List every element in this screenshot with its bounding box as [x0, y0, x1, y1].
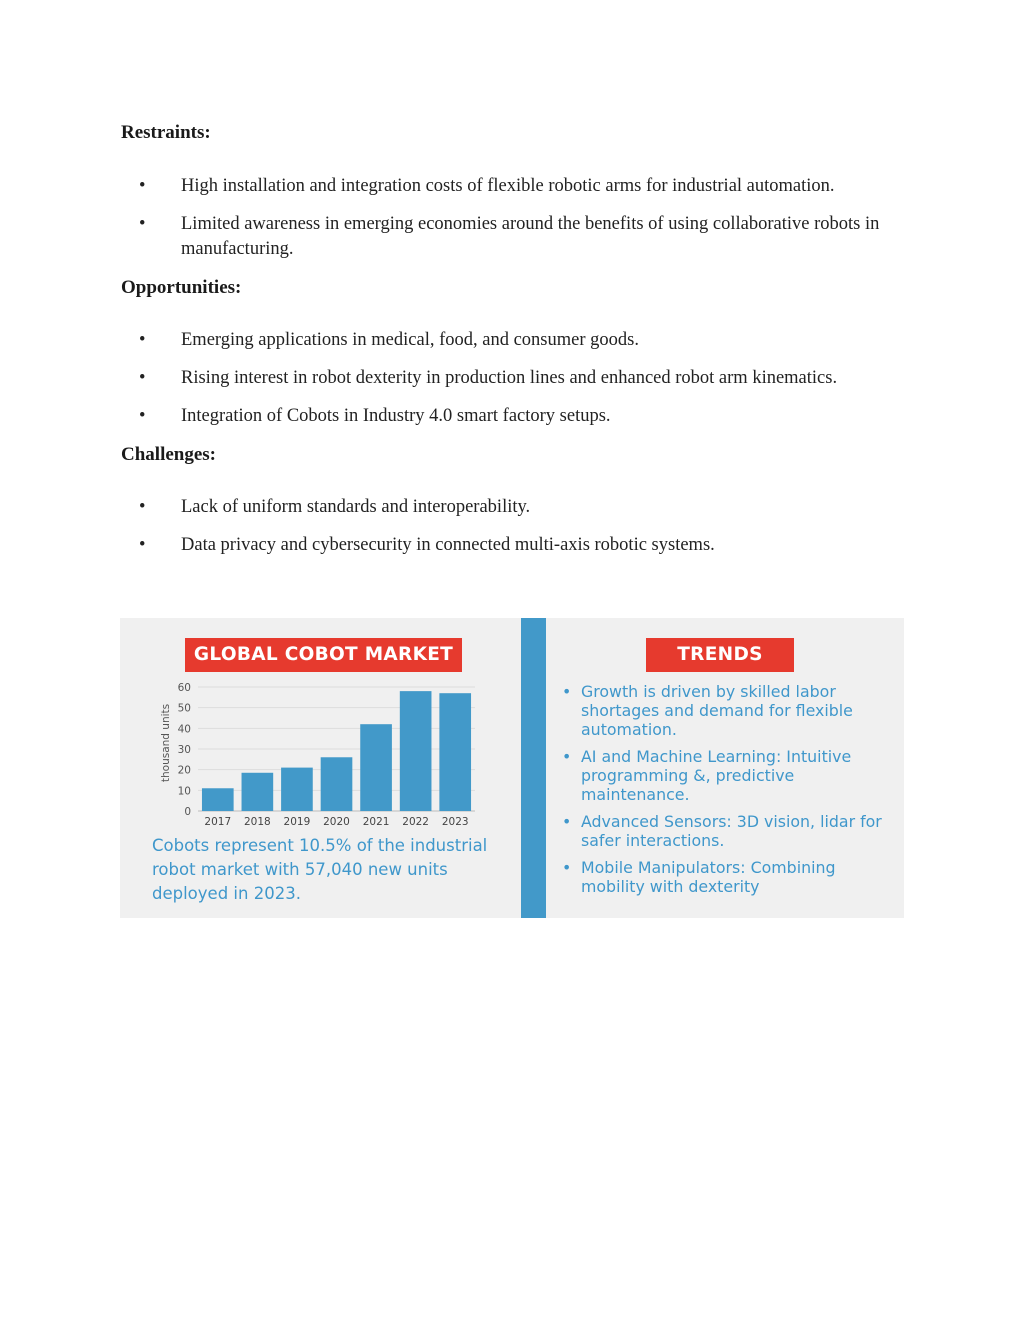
x-tick-label: 2018: [243, 816, 271, 828]
bar-2022: [400, 691, 432, 811]
bullet-icon: •: [139, 368, 146, 388]
section-heading-opportunities: Opportunities:: [121, 277, 242, 298]
bar-2018: [242, 773, 274, 811]
list-item-text: Integration of Cobots in Industry 4.0 smart factory setups.: [181, 406, 611, 426]
y-axis-label: thousand units: [160, 703, 172, 783]
market-caption: Cobots represent 10.5% of the industrial robot market with 57,040 new units deployed in 2023.: [152, 836, 488, 903]
trend-text: Advanced Sensors: 3D vision, lidar for safer interactions.: [581, 812, 882, 850]
bullet-icon: •: [139, 497, 146, 517]
list-item-text: Lack of uniform standards and interoperability.: [181, 497, 531, 517]
opportunities-list: [121, 328, 911, 442]
bullet-icon: •: [562, 747, 572, 766]
bar-2023: [439, 693, 471, 811]
trends-title-banner: TRENDS: [646, 638, 794, 672]
trend-text: AI and Machine Learning: Intuitive programming &, predictive maintenance.: [581, 747, 852, 804]
x-tick-label: 2017: [204, 816, 232, 828]
x-tick-label: 2021: [362, 816, 390, 828]
challenges-list: [121, 495, 911, 571]
section-heading-restraints: Restraints:: [121, 122, 211, 143]
market-title-banner: GLOBAL COBOT MARKET: [185, 638, 462, 672]
bullet-icon: •: [562, 858, 572, 877]
list-item: [121, 495, 911, 520]
x-tick-label: 2023: [441, 816, 469, 828]
y-tick-label: 50: [177, 702, 191, 715]
list-item-text: Data privacy and cybersecurity in connected multi-axis robotic systems.: [181, 535, 715, 555]
trend-item: [562, 858, 897, 896]
bullet-icon: •: [139, 214, 146, 234]
list-item-text: High installation and integration costs of flexible robotic arms for industrial automation.: [181, 176, 835, 196]
cobot-infographic: [120, 618, 904, 918]
list-item: [121, 212, 911, 262]
trends-list: [562, 682, 897, 904]
bullet-icon: •: [139, 535, 146, 555]
y-tick-label: 60: [177, 682, 191, 694]
bullet-icon: •: [139, 330, 146, 350]
bar-2020: [321, 757, 353, 811]
divider-bar: [521, 618, 546, 918]
y-tick-label: 0: [184, 806, 191, 818]
x-tick-label: 2022: [402, 816, 430, 828]
list-item-text: Rising interest in robot dexterity in production lines and enhanced robot arm kinematics.: [181, 368, 838, 388]
bullet-icon: •: [139, 406, 146, 426]
x-tick-label: 2019: [283, 816, 311, 828]
restraints-list: [121, 174, 911, 275]
list-item: [121, 404, 911, 429]
cobot-market-bar-chart: [120, 618, 520, 833]
bullet-icon: •: [562, 812, 572, 831]
list-item: [121, 366, 911, 391]
y-tick-label: 20: [177, 764, 191, 777]
bullet-icon: •: [139, 176, 146, 196]
trend-item: [562, 682, 897, 739]
section-heading-challenges: Challenges:: [121, 444, 216, 465]
list-item: [121, 328, 911, 353]
bar-2017: [202, 788, 234, 811]
trend-item: [562, 747, 897, 804]
bullet-icon: •: [562, 682, 572, 701]
list-item: [121, 174, 911, 199]
x-tick-label: 2020: [323, 816, 350, 828]
list-item: [121, 533, 911, 558]
trend-text: Mobile Manipulators: Combining mobility with dexterity: [581, 858, 836, 896]
y-tick-label: 30: [177, 744, 191, 756]
y-tick-label: 40: [177, 723, 191, 736]
list-item-text: Limited awareness in emerging economies around the benefits of using collaborative robots in manufacturing.: [181, 214, 880, 259]
trend-item: [562, 812, 897, 850]
bar-2021: [360, 724, 392, 811]
y-tick-label: 10: [177, 785, 191, 798]
trend-text: Growth is driven by skilled labor shortages and demand for flexible automation.: [581, 682, 853, 739]
bar-2019: [281, 768, 313, 811]
list-item-text: Emerging applications in medical, food, and consumer goods.: [181, 330, 639, 350]
